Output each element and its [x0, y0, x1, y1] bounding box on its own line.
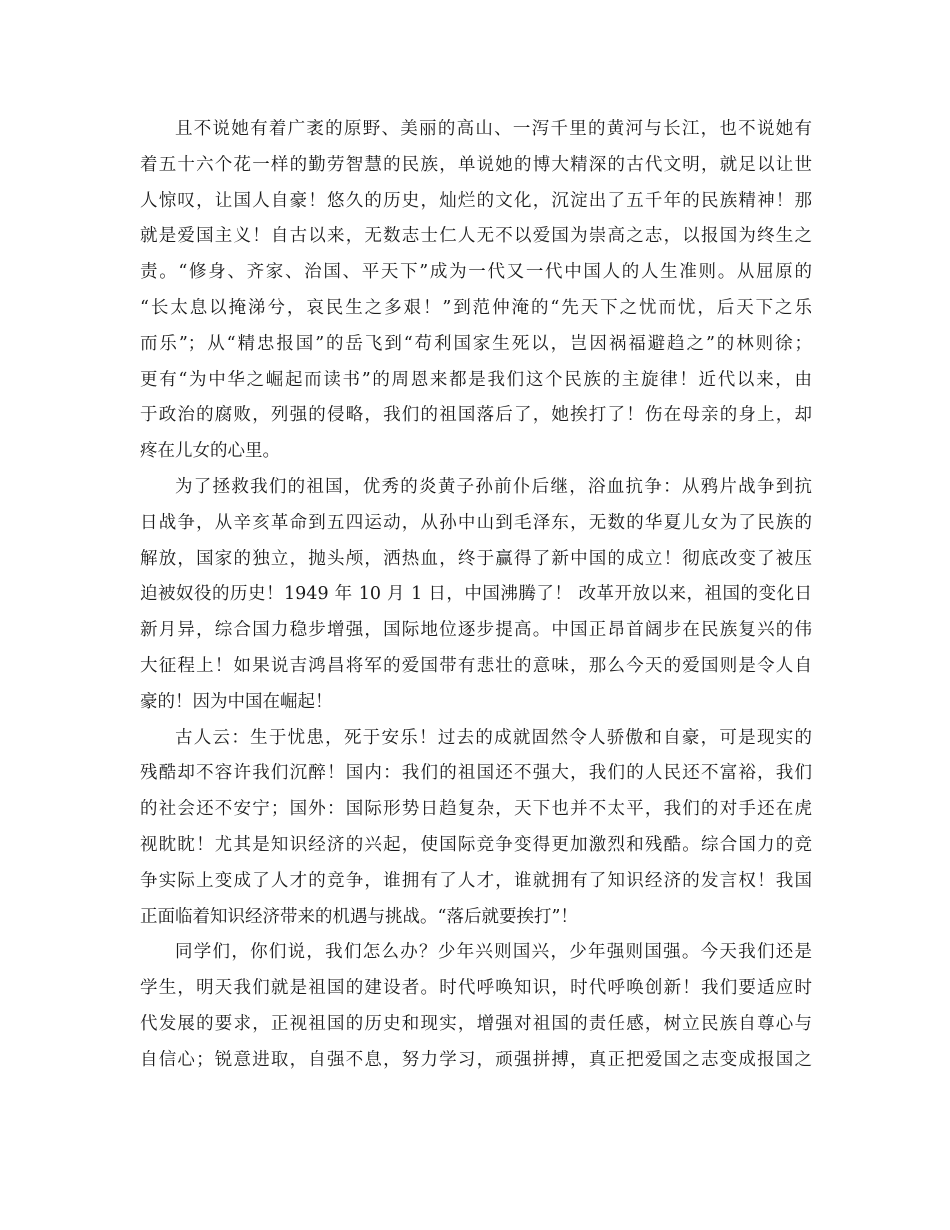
text-line: 且不说她有着广袤的原野、美丽的高山、一泻千里的黄河与长江，也不说她有 — [175, 119, 812, 139]
text-line: 残酷却不容许我们沉醉！国内：我们的祖国还不强大，我们的人民还不富裕，我们 — [140, 763, 812, 784]
text-line: 豪的！因为中国在崛起！ — [140, 691, 333, 712]
text-line: 代发展的要求，正视祖国的历史和现实，增强对祖国的责任感，树立民族自尊心与 — [140, 1013, 812, 1034]
text-line: 自信心；锐意进取，自强不息，努力学习，顽强拼搏，真正把爱国之志变成报国之 — [140, 1049, 812, 1070]
paragraph — [140, 721, 812, 936]
text-line: “长太息以掩涕兮，哀民生之多艰！”到范仲淹的“先天下之忧而忧，后天下之乐 — [140, 297, 812, 318]
text-line: 日战争，从辛亥革命到五四运动，从孙中山到毛泽东，无数的华夏儿女为了民族的 — [140, 512, 812, 533]
text-line: 解放，国家的独立，抛头颅，洒热血，终于赢得了新中国的成立！彻底改变了被压 — [140, 548, 812, 569]
text-line: 更有“为中华之崛起而读书”的周恩来都是我们这个民族的主旋律！近代以来，由 — [140, 369, 812, 390]
text-line: 疼在儿女的心里。 — [140, 441, 280, 462]
text-line: 视眈眈！尤其是知识经济的兴起，使国际竞争变得更加激烈和残酷。综合国力的竞 — [140, 834, 812, 855]
text-line: 同学们，你们说，我们怎么办？少年兴则国兴，少年强则国强。今天我们还是 — [175, 942, 812, 963]
text-line: 为了拯救我们的祖国，优秀的炎黄子孙前仆后继，浴血抗争：从鸦片战争到抗 — [175, 476, 812, 497]
text-line: 就是爱国主义！自古以来，无数志士仁人无不以爱国为崇高之志，以报国为终生之 — [140, 226, 812, 247]
text-line: 责。“修身、齐家、治国、平天下”成为一代又一代中国人的人生准则。从屈原的 — [140, 262, 812, 283]
text-line: 古人云：生于忧患，死于安乐！过去的成就固然令人骄傲和自豪，可是现实的 — [175, 727, 812, 748]
text-line: 迫被奴役的历史！1949 年 10 月 1 日，中国沸腾了！ 改革开放以来，祖国的变化日 — [140, 584, 812, 605]
text-line: 的社会还不安宁；国外：国际形势日趋复杂，天下也并不太平，我们的对手还在虎 — [140, 799, 812, 820]
text-line: 而乐”；从“精忠报国”的岳飞到“苟利国家生死以，岂因祸福避趋之”的林则徐； — [140, 333, 812, 354]
text-line: 学生，明天我们就是祖国的建设者。时代呼唤知识，时代呼唤创新！我们要适应时 — [140, 978, 812, 999]
paragraph — [140, 470, 812, 721]
text-line: 正面临着知识经济带来的机遇与挑战。“落后就要挨打”！ — [140, 906, 578, 927]
document-body — [140, 112, 812, 1079]
text-line: 于政治的腐败，列强的侵略，我们的祖国落后了，她挨打了！伤在母亲的身上，却 — [140, 405, 812, 426]
text-line: 着五十六个花一样的勤劳智慧的民族，单说她的博大精深的古代文明，就足以让世 — [140, 154, 812, 175]
text-line: 争实际上变成了人才的竞争，谁拥有了人才，谁就拥有了知识经济的发言权！我国 — [140, 870, 812, 891]
paragraph — [140, 935, 812, 1078]
text-line: 大征程上！如果说吉鸿昌将军的爱国带有悲壮的意味，那么今天的爱国则是令人自 — [140, 655, 812, 676]
paragraph — [140, 112, 812, 470]
text-line: 新月异，综合国力稳步增强，国际地位逐步提高。中国正昂首阔步在民族复兴的伟 — [140, 620, 812, 641]
text-line: 人惊叹，让国人自豪！悠久的历史，灿烂的文化，沉淀出了五千年的民族精神！那 — [140, 190, 812, 211]
